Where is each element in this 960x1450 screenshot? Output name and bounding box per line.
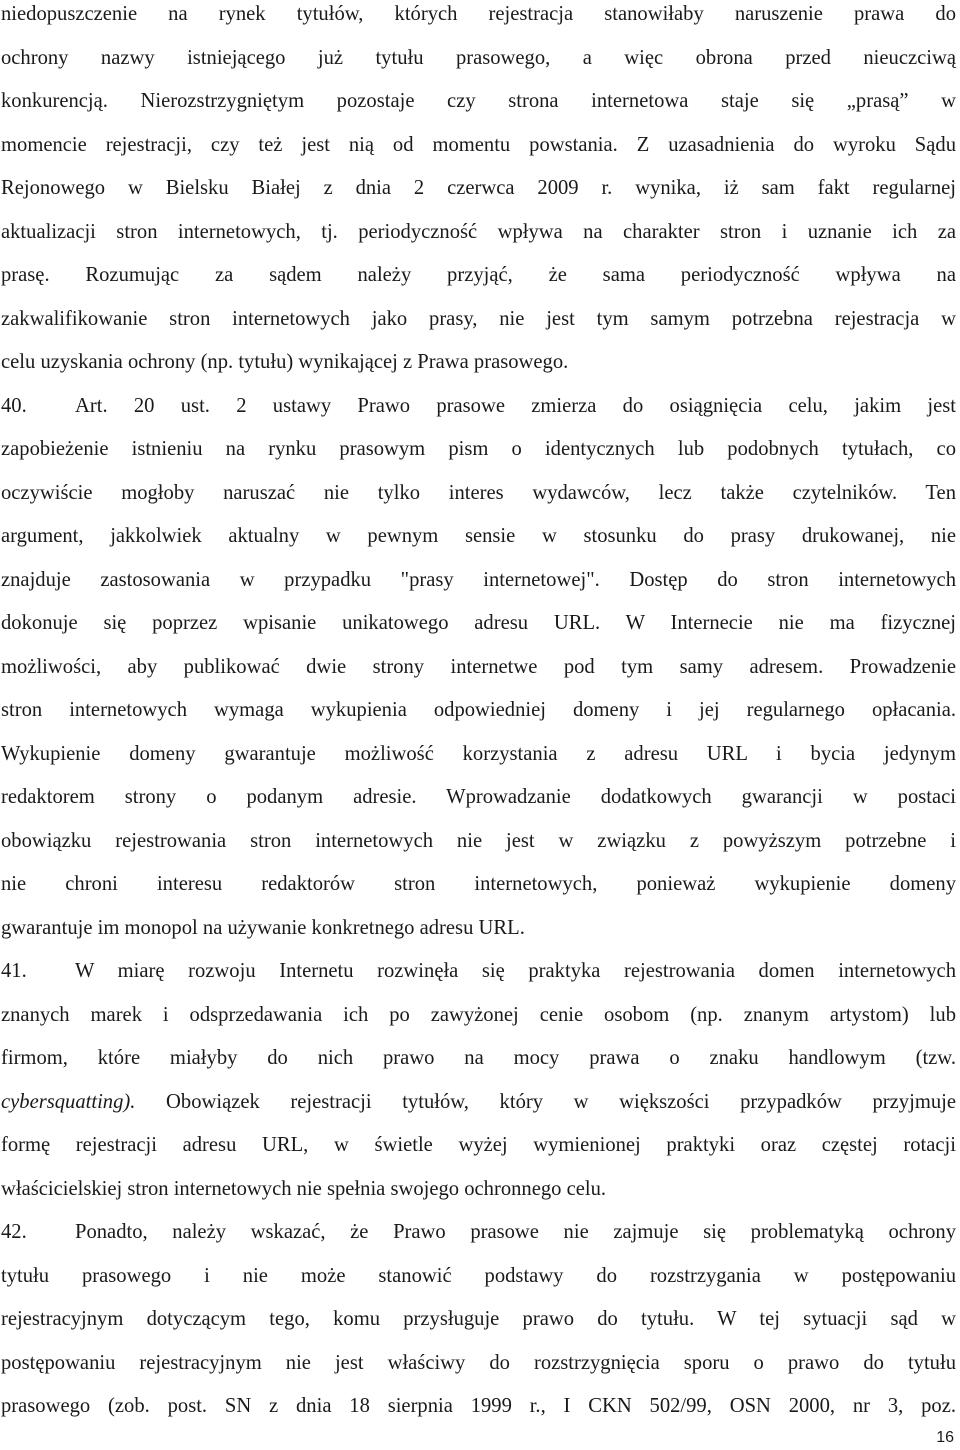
text-line: dokonuje się poprzez wpisanie unikatowego adresu URL. W Internecie nie ma fizycznej xyxy=(1,612,956,634)
paragraph-40-first-line xyxy=(1,392,956,420)
text-line: ochrony nazwy istniejącego już tytułu prasowego, a więc obrona przed nieuczciwą xyxy=(1,46,956,69)
text-line: momencie rejestracji, czy też jest nią od momentu powstania. Z uzasadnienia do wyroku Sądu xyxy=(1,133,956,156)
text-line: oczywiście mogłoby naruszać nie tylko interes wydawców, lecz także czytelników. Ten xyxy=(1,481,956,504)
text-line: Ponadto, należy wskazać, że Prawo prasowe nie zajmuje się problematyką ochrony xyxy=(75,1221,956,1243)
text-line: redaktorem strony o podanym adresie. Wprowadzanie dodatkowych gwarancji w postaci xyxy=(1,786,956,808)
page-number: 16 xyxy=(936,1429,954,1446)
text-line: nie chroni interesu redaktorów stron internetowych, ponieważ wykupienie domeny xyxy=(1,873,956,895)
text-line-with-italic xyxy=(1,1088,956,1116)
text-line: rejestracyjnym dotyczącym tego, komu przysługuje prawo do tytułu. W tej sytuacji sąd w xyxy=(1,1308,956,1330)
text-line: prasę. Rozumując za sądem należy przyjąć, że sama periodyczność wpływa na xyxy=(1,264,956,286)
text-line: znajduje zastosowania w przypadku "prasy internetowej". Dostęp do stron internetowych xyxy=(1,568,956,591)
text-line: zapobieżenie istnieniu na rynku prasowym pism o identycznych lub podobnych tytułach, co xyxy=(1,438,956,460)
text-line: niedopuszczenie na rynek tytułów, których rejestracja stanowiłaby naruszenie prawa do xyxy=(1,3,956,25)
paragraph-number: 42. xyxy=(1,1221,27,1243)
italic-term: cybersquatting). xyxy=(1,1090,136,1113)
paragraph-41-first-line xyxy=(1,957,956,985)
text-line: możliwości, aby publikować dwie strony internetwe pod tym samy adresem. Prowadzenie xyxy=(1,655,956,678)
text-line: celu uzyskania ochrony (np. tytułu) wynikającej z Prawa prasowego. xyxy=(1,351,569,373)
text-line: Obowiązek rejestracji tytułów, który w większości przypadków przyjmuje xyxy=(135,1090,956,1113)
text-line: aktualizacji stron internetowych, tj. periodyczność wpływa na charakter stron i uznanie ich za xyxy=(1,220,956,243)
paragraph-number: 41. xyxy=(1,960,27,982)
text-line: Art. 20 ust. 2 ustawy Prawo prasowe zmierza do osiągnięcia celu, jakim jest xyxy=(75,394,956,417)
text-line: formę rejestracji adresu URL, w świetle wyżej wymienionej praktyki oraz częstej rotacji xyxy=(1,1134,956,1156)
text-line: firmom, które miałyby do nich prawo na mocy prawa o znaku handlowym (tzw. xyxy=(1,1047,956,1069)
text-line: znanych marek i odsprzedawania ich po zawyżonej cenie osobom (np. znanym artystom) lub xyxy=(1,1003,956,1026)
text-line: postępowaniu rejestracyjnym nie jest właściwy do rozstrzygnięcia sporu o prawo do tytułu xyxy=(1,1351,956,1374)
text-line: zakwalifikowanie stron internetowych jako prasy, nie jest tym samym potrzebna rejestracja w xyxy=(1,307,956,330)
text-line: Wykupienie domeny gwarantuje możliwość korzystania z adresu URL i bycia jedynym xyxy=(1,742,956,765)
text-line: W miarę rozwoju Internetu rozwinęła się praktyka rejestrowania domen internetowych xyxy=(75,960,956,982)
text-line: argument, jakkolwiek aktualny w pewnym sensie w stosunku do prasy drukowanej, nie xyxy=(1,525,956,547)
text-line: tytułu prasowego i nie może stanowić podstawy do rozstrzygania w postępowaniu xyxy=(1,1264,956,1287)
paragraph-42-first-line xyxy=(1,1218,956,1246)
text-line: obowiązku rejestrowania stron internetowych nie jest w związku z powyższym potrzebne i xyxy=(1,829,956,852)
text-line: stron internetowych wymaga wykupienia odpowiedniej domeny i jej regularnego opłacania. xyxy=(1,699,956,721)
text-line: gwarantuje im monopol na używanie konkretnego adresu URL. xyxy=(1,916,525,939)
paragraph-number: 40. xyxy=(1,394,27,417)
text-line: Rejonowego w Bielsku Białej z dnia 2 czerwca 2009 r. wynika, iż sam fakt regularnej xyxy=(1,177,956,199)
text-line: właścicielskiej stron internetowych nie spełnia swojego ochronnego celu. xyxy=(1,1177,607,1200)
text-line: konkurencją. Nierozstrzygniętym pozostaje czy strona internetowa staje się „prasą” w xyxy=(1,90,956,112)
text-line: prasowego (zob. post. SN z dnia 18 sierpnia 1999 r., I CKN 502/99, OSN 2000, nr 3, poz. xyxy=(1,1395,956,1417)
